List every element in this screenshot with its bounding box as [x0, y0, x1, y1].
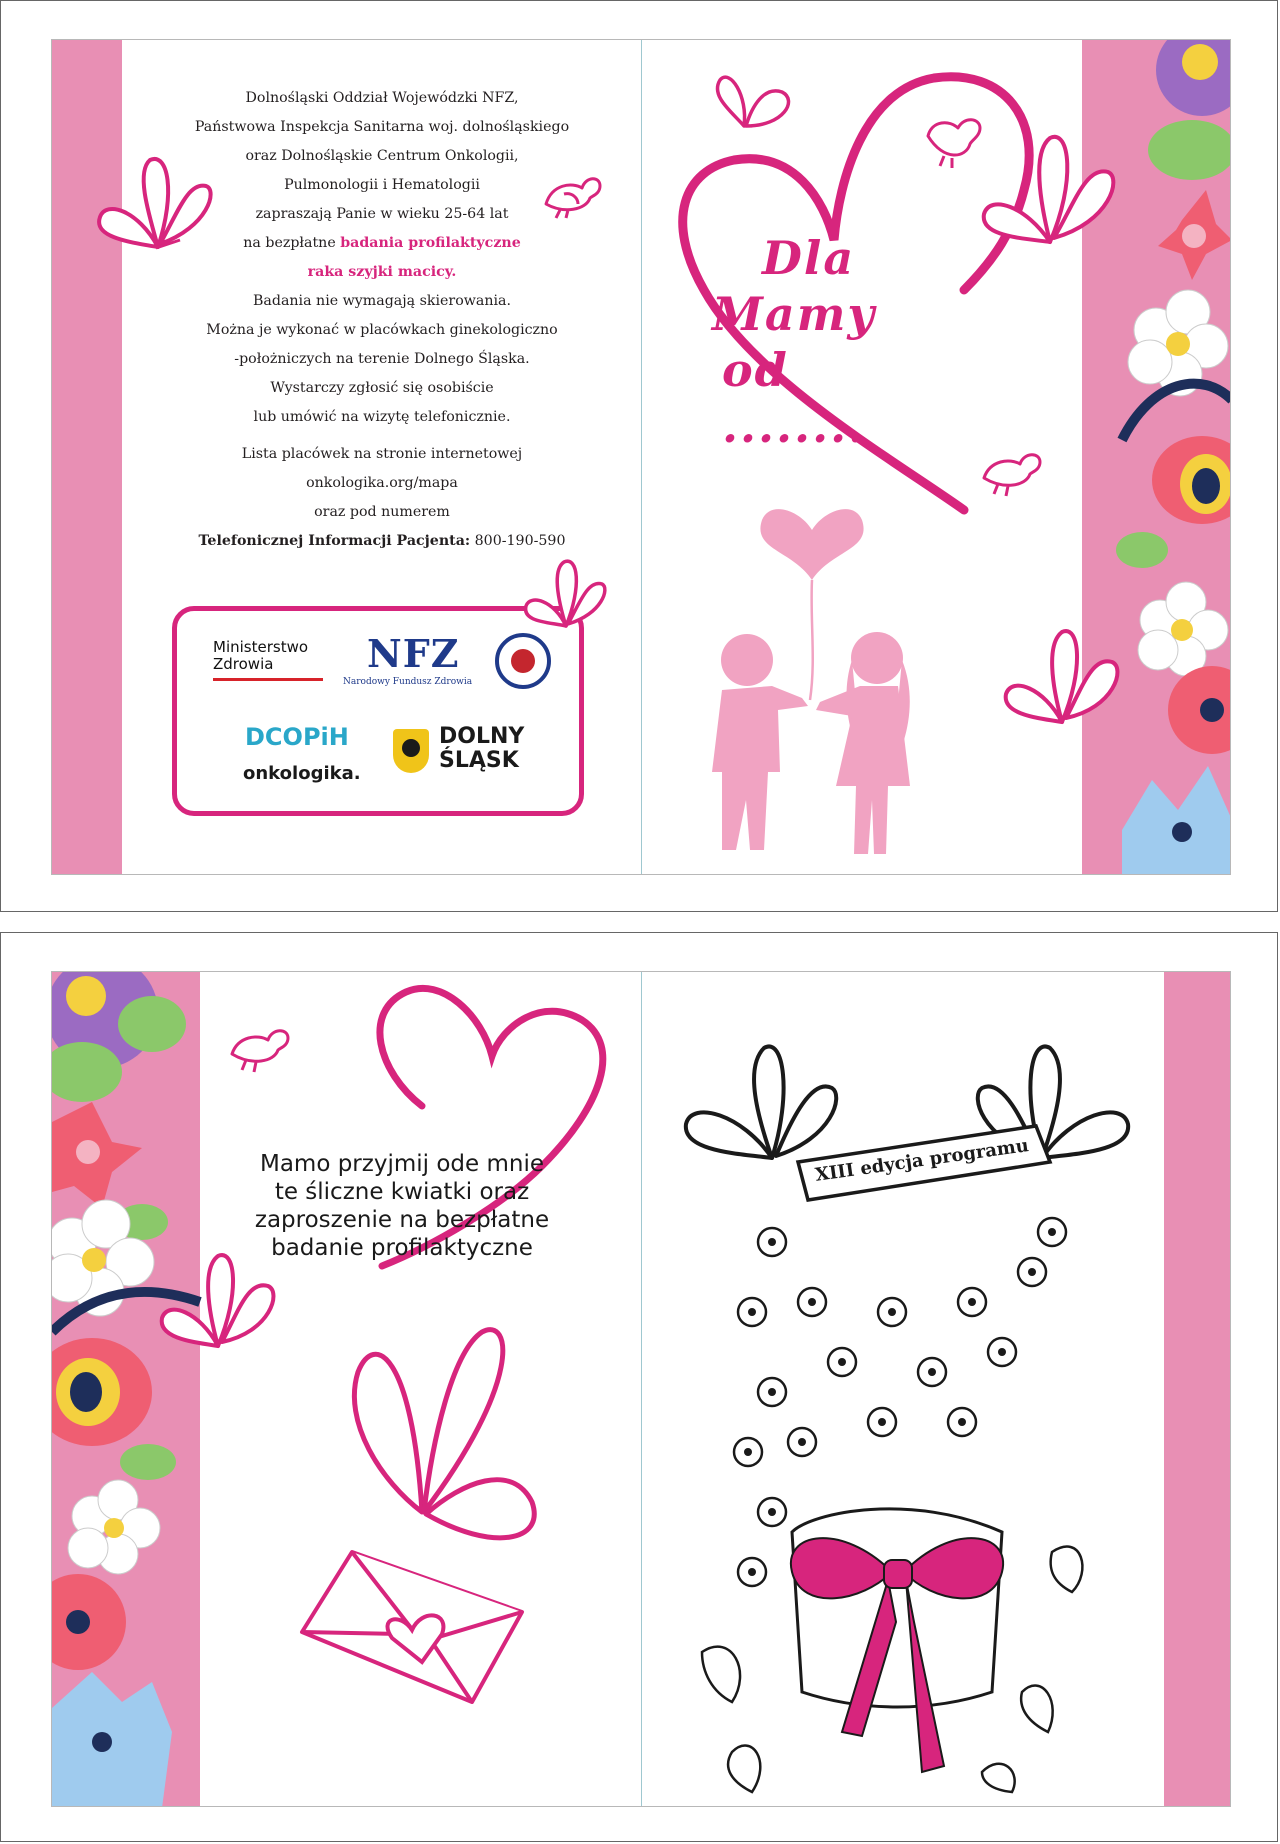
info-line: Badania nie wymagają skierowania.	[252, 293, 511, 309]
ministry-line1: Ministerstwo	[213, 638, 309, 656]
poem-text	[252, 1150, 552, 1262]
cover-title	[702, 230, 942, 454]
info-line: -położniczych na terenie Dolnego Śląska.	[234, 351, 530, 367]
info-line: Można je wykonać w placówkach ginekologiczno	[206, 322, 558, 338]
info-line: Wystarczy zgłosić się osobiście	[270, 380, 494, 396]
title-line1: Dla	[762, 231, 856, 285]
poem-line: zaproszenie na bezpłatne	[254, 1207, 550, 1233]
partner-logos-box	[172, 606, 584, 816]
bottom-sheet	[0, 932, 1278, 1842]
flower-basket-coloring-illustration	[692, 1192, 1112, 1792]
info-line: oraz Dolnośląskie Centrum Onkologii,	[245, 148, 519, 164]
ministry-line2: Zdrowia	[213, 655, 274, 673]
phone-number: 800-190-590	[470, 533, 566, 549]
info-text-block	[172, 84, 592, 556]
info-line: Pulmonologii i Hematologii	[284, 177, 480, 193]
list-line: Lista placówek na stronie internetowej	[241, 446, 523, 462]
info-line: Państwowa Inspekcja Sanitarna woj. dolnośląskiego	[194, 119, 570, 135]
fold-line	[641, 40, 642, 874]
bird-icon	[980, 438, 1052, 504]
sanitary-inspection-seal-icon	[495, 633, 551, 689]
nfz-logo: NFZ	[367, 631, 460, 676]
title-line2: Mamy	[712, 287, 877, 341]
invite-suffix: .	[451, 264, 457, 280]
nfz-subtitle: Narodowy Fundusz Zdrowia	[343, 677, 473, 687]
dcopih-logo: DCOPiH	[245, 723, 349, 751]
butterfly-icon	[88, 152, 218, 262]
title-line3: od ........	[722, 343, 867, 453]
card-outside-spread	[51, 971, 1231, 1807]
info-line: zapraszają Panie w wieku 25-64 lat	[255, 206, 509, 222]
info-line: lub umówić na wizytę telefonicznie.	[253, 409, 511, 425]
lower-silesia-shield-icon	[393, 729, 429, 773]
invite-accent: badania profilaktyczne	[340, 235, 521, 251]
butterfly-icon	[152, 1242, 282, 1362]
flowers-decoration-icon	[52, 972, 200, 1807]
envelope-with-butterfly-illustration	[282, 1312, 642, 1732]
lower-silesia-logo	[439, 725, 524, 773]
invite-accent-2: raka szyjki macicy	[307, 264, 452, 280]
invite-line	[172, 229, 592, 258]
phone-label: Telefonicznej Informacji Pacjenta:	[198, 533, 471, 549]
onkologika-logo: onkologika.	[243, 763, 361, 784]
invite-line-2	[172, 258, 592, 287]
poem-line: te śliczne kwiatki oraz	[274, 1179, 530, 1205]
region-line2: ŚLĄSK	[439, 748, 519, 773]
bird-icon	[228, 1014, 300, 1080]
butterfly-icon	[704, 56, 800, 144]
flowers-decoration-icon	[1082, 40, 1231, 875]
region-line1: DOLNY	[439, 724, 525, 749]
ministry-logo	[213, 639, 308, 673]
right-pink-band	[1164, 972, 1231, 1806]
butterfly-icon	[518, 556, 608, 636]
invite-prefix: na bezpłatne	[243, 235, 341, 251]
list-line: oraz pod numerem	[314, 504, 450, 520]
ministry-underline	[213, 678, 323, 681]
poem-line: badanie profilaktyczne	[271, 1235, 533, 1261]
list-link[interactable]: onkologika.org/mapa	[306, 475, 458, 491]
bird-icon	[542, 164, 606, 220]
top-sheet	[0, 0, 1278, 912]
poem-line: Mamo przyjmij ode mnie	[259, 1151, 544, 1177]
program-edition-label: XIII edycja programu	[813, 1135, 1031, 1186]
children-with-heart-balloon-illustration	[692, 510, 962, 875]
info-line: Dolnośląski Oddział Wojewódzki NFZ,	[245, 90, 519, 106]
card-inside-spread	[51, 39, 1231, 875]
phone-line	[172, 527, 592, 556]
